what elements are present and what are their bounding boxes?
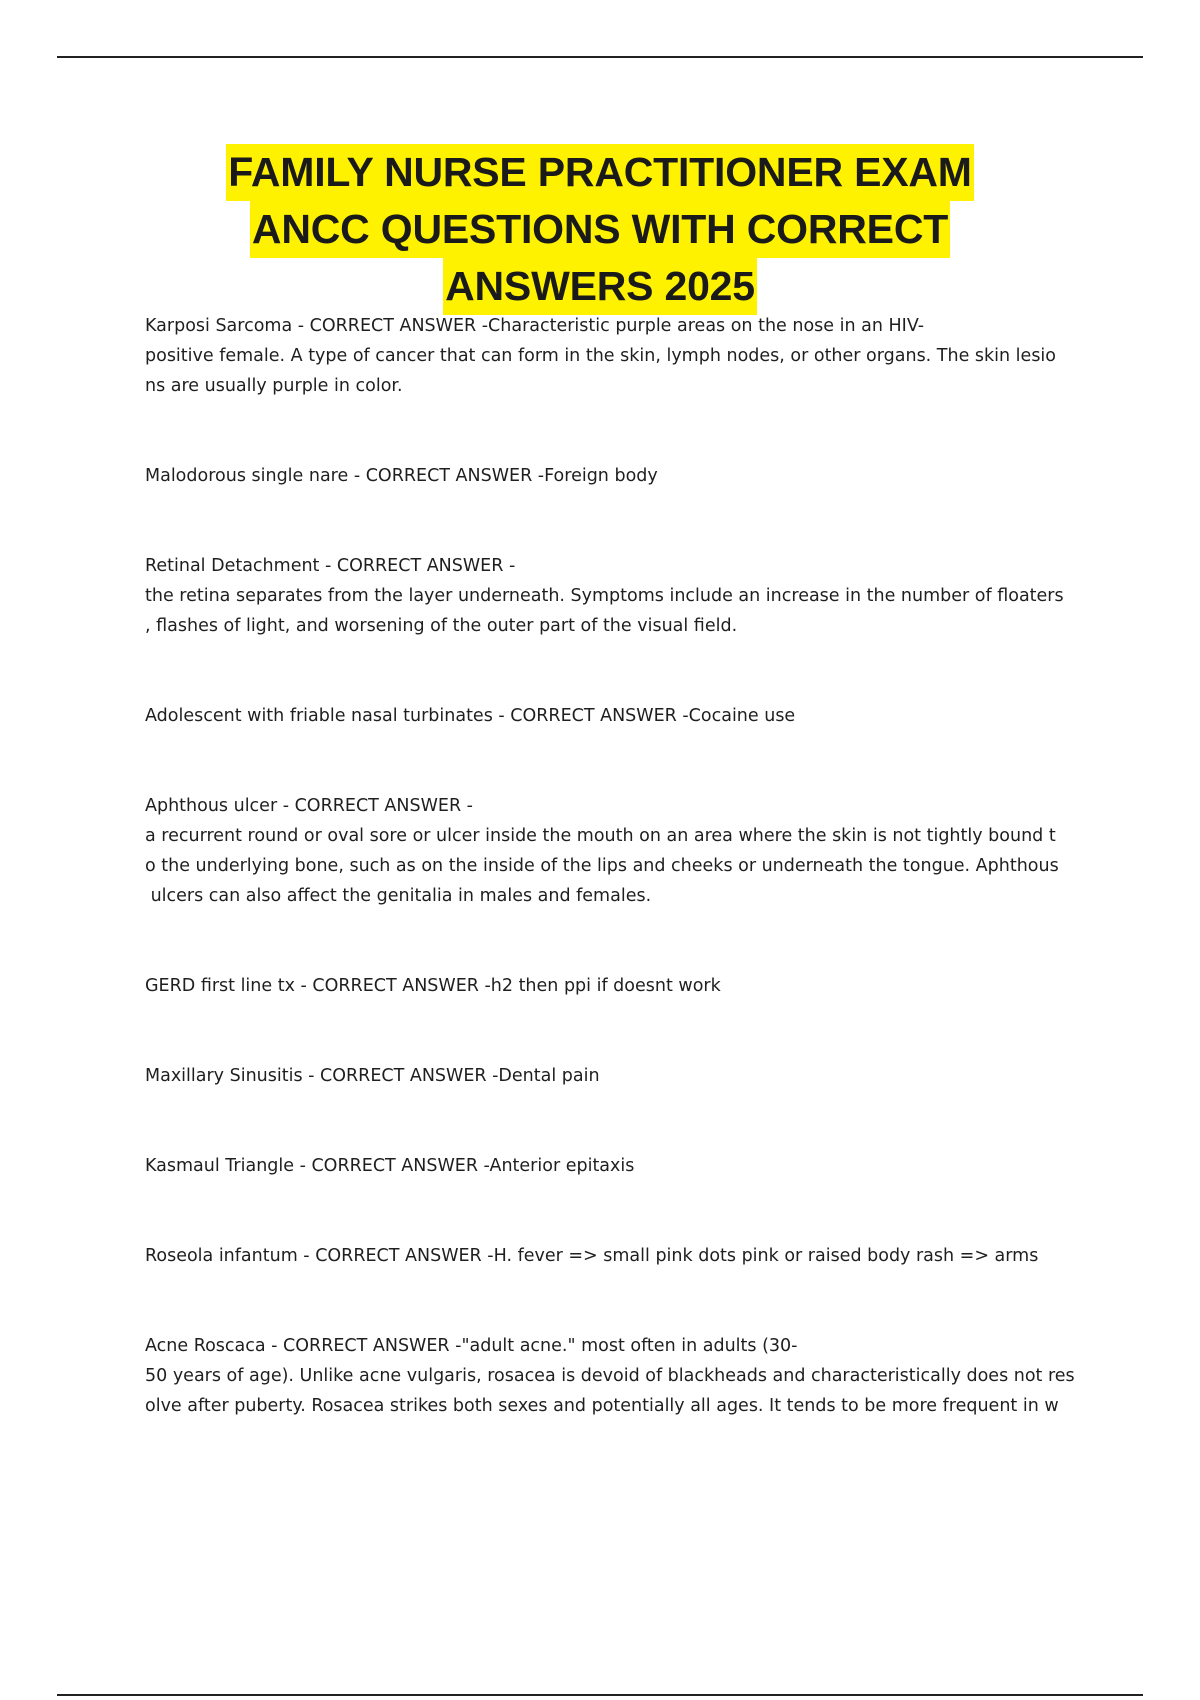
entry-line: Karposi Sarcoma - CORRECT ANSWER -Characteristic purple areas on the nose in an HIV- [145, 316, 925, 336]
entry-line: olve after puberty. Rosacea strikes both sexes and potentially all ages. It tends to be more frequent in w [145, 1396, 1059, 1416]
entry-line: the retina separates from the layer underneath. Symptoms include an increase in the number of floaters [145, 586, 1064, 606]
entry-line: 50 years of age). Unlike acne vulgaris, rosacea is devoid of blackheads and characteristically does not res [145, 1366, 1075, 1386]
qa-entry-retinal-detachment [145, 551, 1091, 641]
entry-line: ulcers can also affect the genitalia in males and females. [145, 886, 652, 906]
entry-line: Malodorous single nare - CORRECT ANSWER -Foreign body [145, 466, 658, 486]
entry-line: Maxillary Sinusitis - CORRECT ANSWER -Dental pain [145, 1066, 600, 1086]
qa-entry-kasmaul-triangle [145, 1151, 1091, 1181]
qa-entry-gerd [145, 971, 1091, 1001]
entry-line: positive female. A type of cancer that can form in the skin, lymph nodes, or other organs. The skin lesio [145, 346, 1056, 366]
qa-entry-nasal-turbinates [145, 701, 1091, 731]
entry-line: GERD first line tx - CORRECT ANSWER -h2 then ppi if doesnt work [145, 976, 721, 996]
qa-entry-aphthous-ulcer [145, 791, 1091, 911]
title-line-2: ANCC QUESTIONS WITH CORRECT [250, 201, 950, 258]
header-rule [57, 56, 1143, 58]
title-line-3: ANSWERS 2025 [443, 258, 757, 315]
qa-entry-karposi-sarcoma [145, 311, 1091, 401]
qa-entry-maxillary-sinusitis [145, 1061, 1091, 1091]
qa-entry-malodorous-nare [145, 461, 1091, 491]
entry-line: , flashes of light, and worsening of the outer part of the visual field. [145, 616, 738, 636]
qa-entry-acne-roscaca [145, 1331, 1091, 1421]
entry-line: Acne Roscaca - CORRECT ANSWER -"adult acne." most often in adults (30- [145, 1336, 798, 1356]
title-line-1: FAMILY NURSE PRACTITIONER EXAM [226, 144, 973, 201]
qa-list [145, 311, 1091, 1481]
document-title [100, 144, 1100, 315]
entry-line: Adolescent with friable nasal turbinates - CORRECT ANSWER -Cocaine use [145, 706, 796, 726]
entry-line: Kasmaul Triangle - CORRECT ANSWER -Anterior epitaxis [145, 1156, 635, 1176]
entry-line: Roseola infantum - CORRECT ANSWER -H. fever => small pink dots pink or raised body rash => arms [145, 1246, 1039, 1266]
entry-line: a recurrent round or oval sore or ulcer inside the mouth on an area where the skin is not tightly bound t [145, 826, 1056, 846]
footer-rule [57, 1694, 1143, 1696]
qa-entry-roseola [145, 1241, 1091, 1271]
entry-line: Retinal Detachment - CORRECT ANSWER - [145, 556, 516, 576]
entry-line: o the underlying bone, such as on the inside of the lips and cheeks or underneath the tongue. Aphthous [145, 856, 1059, 876]
entry-line: ns are usually purple in color. [145, 376, 403, 396]
entry-line: Aphthous ulcer - CORRECT ANSWER - [145, 796, 473, 816]
